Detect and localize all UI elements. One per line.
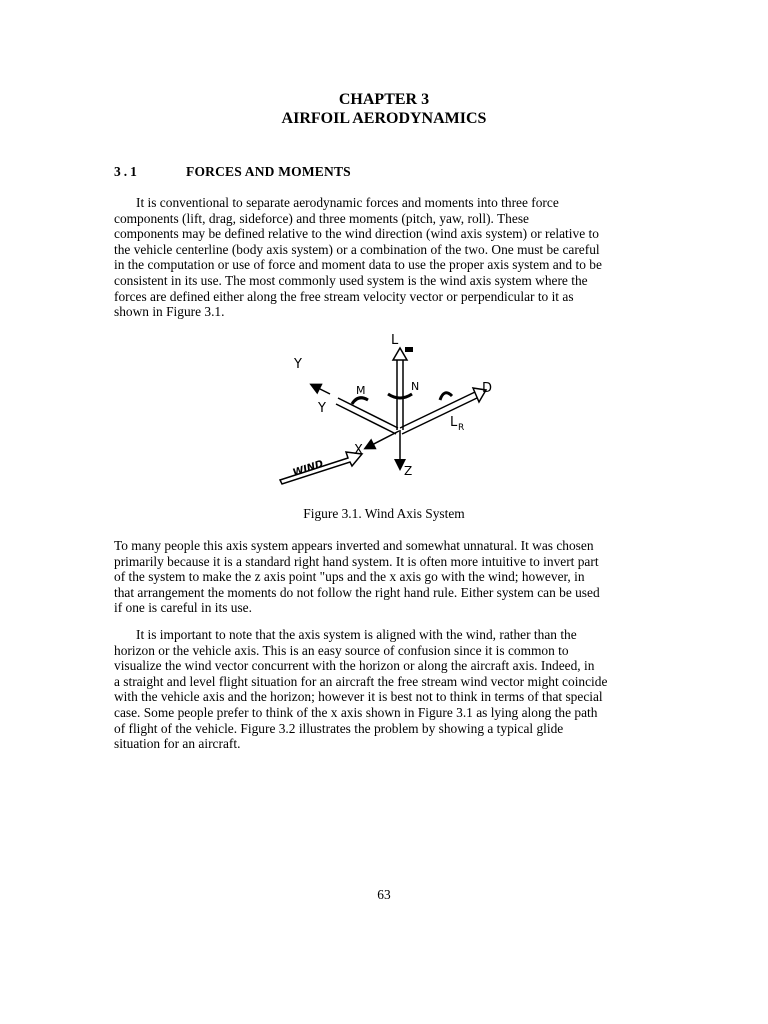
- section-title: FORCES AND MOMENTS: [186, 164, 351, 179]
- paragraph-line: situation for an aircraft.: [114, 736, 241, 752]
- x-axis: [366, 431, 399, 448]
- paragraph-line: if one is careful in its use.: [114, 600, 252, 616]
- label-y-inner: Y: [318, 401, 326, 416]
- paragraph-line: case. Some people prefer to think of the x axis shown in Figure 3.1 as lying along the path: [114, 704, 598, 720]
- paragraph-line: with the vehicle axis and the horizon; however it is best not to think in terms of that special: [114, 689, 603, 705]
- label-lr: L: [450, 415, 458, 430]
- paragraph-line: consistent in its use. The most commonly used system is the wind axis system where the: [114, 272, 588, 288]
- roll-moment-arc: [440, 393, 452, 400]
- chapter-title: AIRFOIL AERODYNAMICS: [281, 110, 487, 127]
- label-x: X: [354, 443, 363, 458]
- paragraph-line: of the system to make the z axis point "ups and the x axis go with the wind; however, in: [114, 569, 585, 585]
- paragraph-line: components may be defined relative to the wind direction (wind axis system) or relative to: [114, 226, 599, 242]
- paragraph-line: in the computation or use of force and moment data to use the proper axis system and to be: [114, 257, 602, 273]
- lift-axis: [393, 347, 413, 430]
- paragraph-line: of flight of the vehicle. Figure 3.2 illustrates the problem by showing a typical glide: [114, 720, 564, 736]
- paragraph-3: [114, 627, 659, 752]
- paragraph-line: components (lift, drag, sideforce) and three moments (pitch, yaw, roll). These: [114, 210, 529, 226]
- section-heading: [114, 164, 351, 180]
- label-lift: L: [391, 333, 399, 348]
- chapter-number: CHAPTER 3: [338, 91, 430, 108]
- figure-caption: Figure 3.1. Wind Axis System: [303, 506, 465, 521]
- paragraph-line: horizon or the vehicle axis. This is an easy source of confusion since it is common to: [114, 642, 569, 658]
- paragraph-line: that arrangement the moments do not follow the right hand rule. Either system can be used: [114, 584, 600, 600]
- paragraph-line: It is important to note that the axis system is aligned with the wind, rather than the: [136, 627, 577, 642]
- paragraph-line: a straight and level flight situation for an aircraft the free stream wind vector might coincide: [114, 673, 608, 689]
- wind-axis-figure: [270, 330, 510, 490]
- label-z: Z: [404, 464, 413, 478]
- label-lr-sub: R: [458, 423, 465, 433]
- page-number: 63: [377, 887, 391, 902]
- yaw-moment-arc: [388, 394, 412, 398]
- label-d: D: [482, 381, 493, 396]
- paragraph-line: visualize the wind vector concurrent with the horizon or along the aircraft axis. Indeed, in: [114, 658, 595, 674]
- paragraph-line: shown in Figure 3.1.: [114, 304, 225, 320]
- label-n: N: [411, 380, 420, 393]
- paragraph-line: forces are defined either along the free stream velocity vector or perpendicular to it as: [114, 288, 574, 304]
- paragraph-line: To many people this axis system appears inverted and somewhat unnatural. It was chosen: [114, 538, 594, 553]
- section-number: 3.1: [114, 164, 140, 179]
- paragraph-line: the vehicle centerline (body axis system) or a combination of the two. One must be careful: [114, 241, 600, 257]
- paragraph-1: [114, 195, 659, 320]
- label-y-outer: Y: [294, 357, 302, 372]
- paragraph-line: It is conventional to separate aerodynamic forces and moments into three force: [136, 195, 559, 210]
- label-wind: WIND: [291, 458, 325, 479]
- label-m: M: [356, 384, 366, 397]
- paragraph-line: primarily because it is a standard right hand system. It is often more intuitive to invert part: [114, 553, 599, 569]
- pitch-moment-arc: [352, 398, 368, 404]
- paragraph-2: [114, 538, 659, 616]
- wind-axis-diagram: [270, 330, 510, 490]
